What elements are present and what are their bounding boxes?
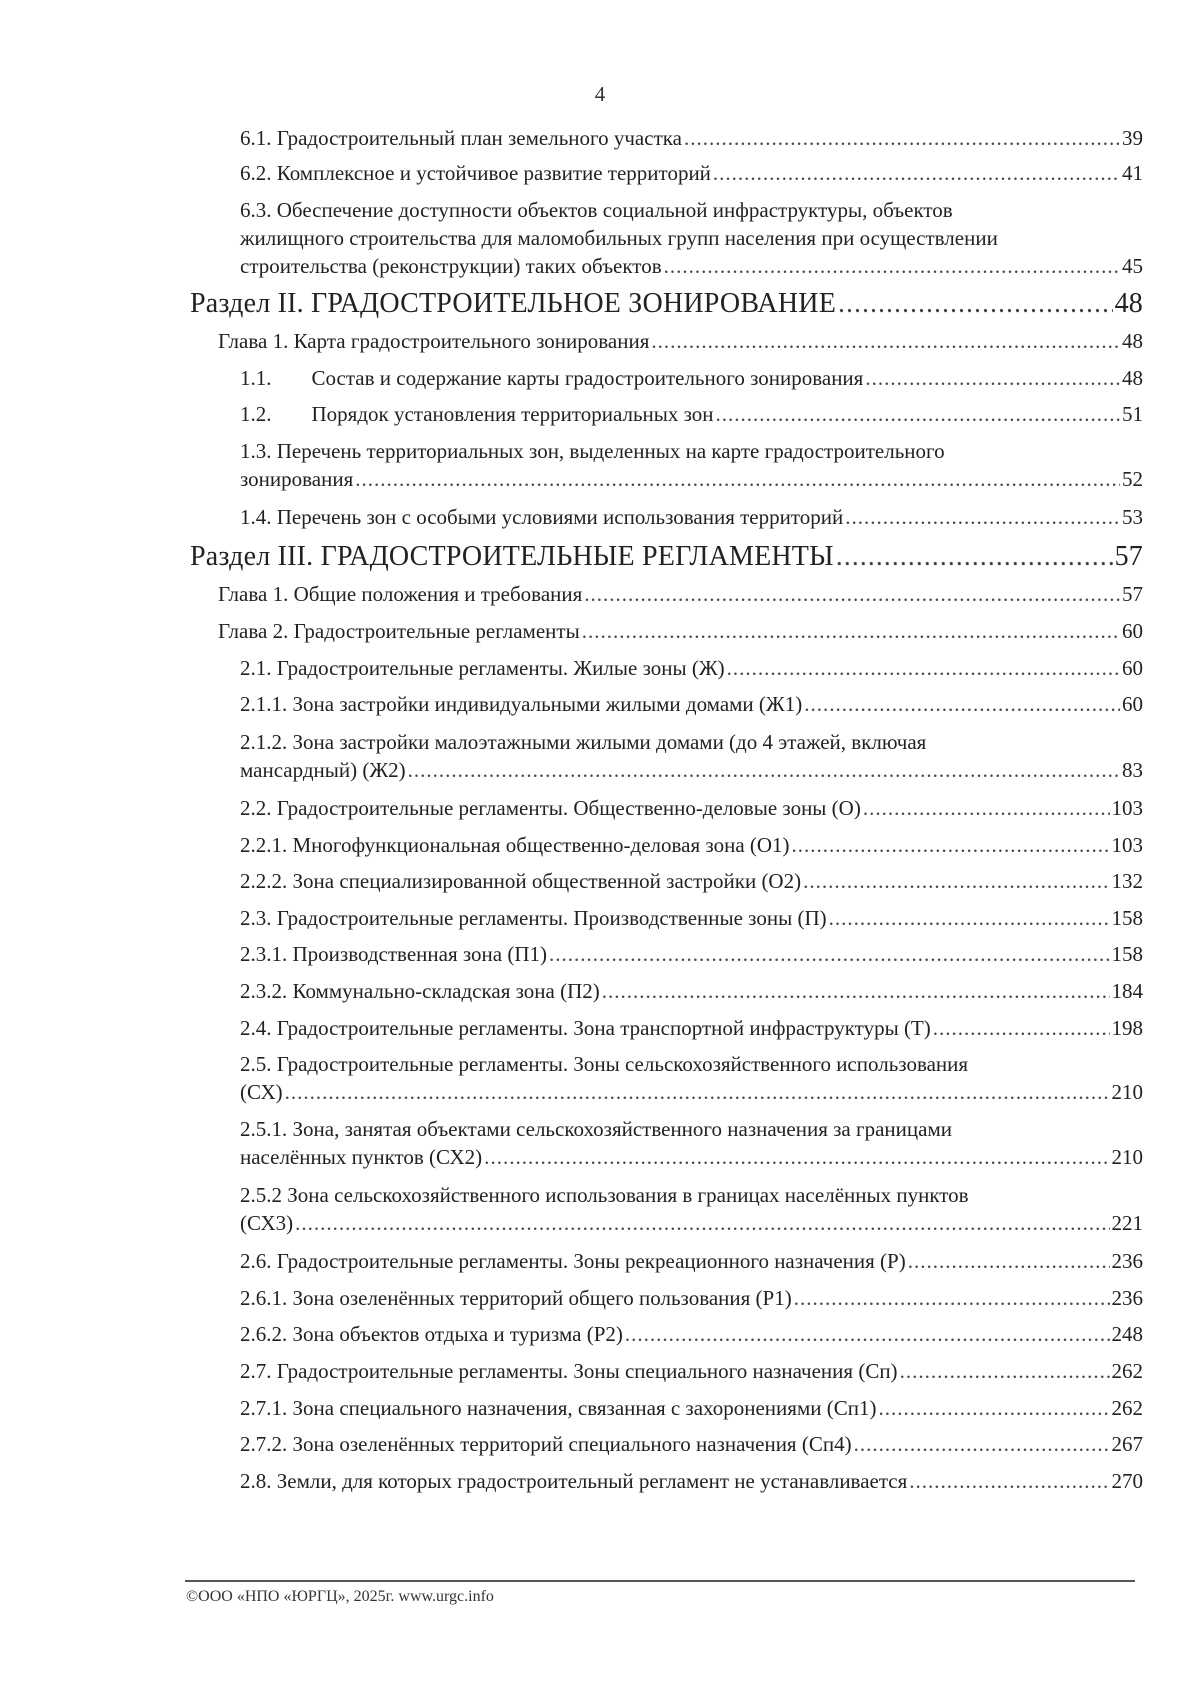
toc-page-number: 210 <box>1111 1145 1143 1169</box>
toc-entry-title: 2.6.1. Зона озеленённых территорий общего пользования (Р1) <box>240 1286 792 1310</box>
toc-entry <box>240 1115 1143 1171</box>
toc-page-number: 48 <box>1122 366 1143 390</box>
toc-entry-title: 1.4. Перечень зон с особыми условиями использования территорий <box>240 505 844 529</box>
toc-entry <box>240 977 1143 1005</box>
dot-leader <box>829 904 1110 932</box>
toc-entry-title: 2.3. Градостроительные регламенты. Производственные зоны (П) <box>240 906 827 930</box>
dot-leader <box>684 124 1120 152</box>
toc-entry-title: 2.4. Градостроительные регламенты. Зона транспортной инфраструктуры (Т) <box>240 1016 931 1040</box>
toc-entry-title: 2.3.1. Производственная зона (П1) <box>240 942 548 966</box>
dot-leader <box>792 831 1110 859</box>
toc-entry <box>240 1014 1143 1042</box>
toc-page-number: 132 <box>1111 869 1143 893</box>
toc-page-number: 53 <box>1122 505 1143 529</box>
dot-leader <box>584 580 1120 608</box>
toc-entry-text-line: 2.5.2 Зона сельскохозяйственного использования в границах населённых пунктов <box>240 1183 969 1207</box>
dot-leader <box>933 1014 1110 1042</box>
toc-entry-title: Порядок установления территориальных зон <box>311 402 714 426</box>
toc-entry <box>190 287 1143 321</box>
toc-entry-title: Глава 2. Градостроительные регламенты <box>218 619 580 643</box>
toc-page-number: 51 <box>1122 402 1143 426</box>
toc-entry <box>240 1430 1143 1458</box>
toc-entry-text-line: жилищного строительства для маломобильных групп населения при осуществлении <box>240 226 998 250</box>
toc-entry-title: Глава 1. Карта градостроительного зонирования <box>218 329 650 353</box>
toc-page-number: 221 <box>1111 1211 1143 1235</box>
toc-page-number: 158 <box>1111 906 1143 930</box>
toc-entry <box>240 1247 1143 1275</box>
toc-entry-title: 2.7. Градостроительные регламенты. Зоны специального назначения (Сп) <box>240 1359 898 1383</box>
toc-entry <box>240 904 1143 932</box>
dot-leader <box>865 364 1120 392</box>
dot-leader <box>549 940 1109 968</box>
dot-leader <box>355 465 1120 493</box>
dot-leader <box>664 252 1120 280</box>
toc-page-number: 60 <box>1122 692 1143 716</box>
toc-page-number: 103 <box>1111 796 1143 820</box>
toc-entry-title: 2.2.2. Зона специализированной общественной застройки (О2) <box>240 869 802 893</box>
toc-page-number: 184 <box>1111 979 1143 1003</box>
toc-page-number: 52 <box>1122 467 1143 491</box>
toc-entry-title: строительства (реконструкции) таких объектов <box>240 254 662 278</box>
toc-entry <box>218 327 1143 355</box>
toc-entry-title: 6.1. Градостроительный план земельного участка <box>240 126 682 150</box>
toc-entry <box>240 940 1143 968</box>
toc-page-number: 158 <box>1111 942 1143 966</box>
toc-entry-title: 2.1.1. Зона застройки индивидуальными жилыми домами (Ж1) <box>240 692 803 716</box>
toc-entry-title: зонирования <box>240 467 354 491</box>
dot-leader <box>908 1247 1110 1275</box>
toc-entry-text-line: 2.5. Градостроительные регламенты. Зоны сельскохозяйственного использования <box>240 1052 969 1076</box>
toc-entry <box>240 794 1143 822</box>
dot-leader <box>408 756 1120 784</box>
toc-entry <box>240 1357 1143 1385</box>
toc-entry <box>240 1181 1143 1237</box>
toc-entry-text-line: 6.3. Обеспечение доступности объектов социальной инфраструктуры, объектов <box>240 198 953 222</box>
toc-entry <box>240 1394 1143 1422</box>
dot-leader <box>794 1284 1110 1312</box>
dot-leader <box>285 1078 1110 1106</box>
toc-page-number: 39 <box>1122 126 1143 150</box>
toc-page-number: 41 <box>1122 161 1143 185</box>
toc-entry <box>240 654 1143 682</box>
toc-entry-title: Раздел III. ГРАДОСТРОИТЕЛЬНЫЕ РЕГЛАМЕНТЫ <box>190 541 834 572</box>
dot-leader <box>625 1320 1110 1348</box>
toc-entry <box>240 400 1143 428</box>
toc-entry-title: Раздел II. ГРАДОСТРОИТЕЛЬНОЕ ЗОНИРОВАНИЕ <box>190 288 836 319</box>
toc-entry-title: 2.6.2. Зона объектов отдыха и туризма (Р2) <box>240 1322 623 1346</box>
toc-entry <box>240 728 1143 784</box>
toc-entry <box>240 690 1143 718</box>
dot-leader <box>845 503 1120 531</box>
toc-page-number: 83 <box>1122 758 1143 782</box>
toc-page-number: 57 <box>1122 582 1143 606</box>
toc-page-number: 210 <box>1111 1080 1143 1104</box>
toc-entry <box>240 159 1143 187</box>
toc-entry <box>240 1467 1143 1495</box>
dot-leader <box>909 1467 1109 1495</box>
toc-entry <box>240 867 1143 895</box>
toc-page-number: 262 <box>1111 1359 1143 1383</box>
footer-copyright: ©ООО «НПО «ЮРГЦ», 2025г. www.urgc.info <box>186 1588 494 1605</box>
dot-leader <box>836 540 1113 574</box>
dot-leader <box>582 617 1120 645</box>
toc-entry <box>240 1284 1143 1312</box>
dot-leader <box>716 400 1120 428</box>
toc-page-number: 60 <box>1122 619 1143 643</box>
toc-entry <box>240 831 1143 859</box>
toc-entry <box>240 196 1143 280</box>
toc-page-number: 267 <box>1111 1432 1143 1456</box>
toc-page-number: 45 <box>1122 254 1143 278</box>
toc-entry-title: 2.6. Градостроительные регламенты. Зоны рекреационного назначения (Р) <box>240 1249 906 1273</box>
dot-leader <box>727 654 1120 682</box>
toc-page-number: 198 <box>1111 1016 1143 1040</box>
toc-entry-title: (СХ3) <box>240 1211 294 1235</box>
toc-page-number: 48 <box>1114 288 1143 319</box>
toc-entry-number: 1.2. <box>240 402 272 426</box>
toc-entry-text-line: 2.1.2. Зона застройки малоэтажными жилыми домами (до 4 этажей, включая <box>240 730 927 754</box>
toc-page-number: 60 <box>1122 656 1143 680</box>
toc-entry-text-line: 1.3. Перечень территориальных зон, выделенных на карте градостроительного <box>240 439 945 463</box>
dot-leader <box>713 159 1120 187</box>
toc-entry-title: 2.2. Градостроительные регламенты. Общественно-деловые зоны (О) <box>240 796 861 820</box>
toc-page-number: 236 <box>1111 1249 1143 1273</box>
dot-leader <box>804 690 1120 718</box>
dot-leader <box>863 794 1110 822</box>
toc-entry-title: 2.2.1. Многофункциональная общественно-деловая зона (О1) <box>240 833 790 857</box>
dot-leader <box>484 1143 1109 1171</box>
dot-leader <box>602 977 1110 1005</box>
toc-entry-title: 2.7.1. Зона специального назначения, связанная с захоронениями (Сп1) <box>240 1396 877 1420</box>
toc-page-number: 48 <box>1122 329 1143 353</box>
toc-entry-title: населённых пунктов (СХ2) <box>240 1145 483 1169</box>
toc-entry <box>218 580 1143 608</box>
dot-leader <box>295 1209 1109 1237</box>
dot-leader <box>854 1430 1110 1458</box>
toc-entry-title: Глава 1. Общие положения и требования <box>218 582 583 606</box>
toc-entry <box>190 540 1143 574</box>
toc-entry <box>240 124 1143 152</box>
toc-entry-title: Состав и содержание карты градостроительного зонирования <box>311 366 864 390</box>
toc-entry-title: 2.3.2. Коммунально-складская зона (П2) <box>240 979 600 1003</box>
toc-entry <box>240 437 1143 493</box>
dot-leader <box>900 1357 1110 1385</box>
toc-entry-title: (СХ) <box>240 1080 283 1104</box>
toc-page-number: 248 <box>1111 1322 1143 1346</box>
dot-leader <box>838 287 1113 321</box>
dot-leader <box>878 1394 1109 1422</box>
toc-page-number: 270 <box>1111 1469 1143 1493</box>
toc-entry <box>240 1050 1143 1106</box>
toc-entry <box>240 503 1143 531</box>
toc-page-number: 262 <box>1111 1396 1143 1420</box>
toc-entry <box>240 364 1143 392</box>
toc-entry-text-line: 2.5.1. Зона, занятая объектами сельскохозяйственного назначения за границами <box>240 1117 952 1141</box>
footer-divider <box>185 1580 1135 1582</box>
toc-entry-number: 1.1. <box>240 366 272 390</box>
toc-entry-title: 2.7.2. Зона озеленённых территорий специального назначения (Сп4) <box>240 1432 852 1456</box>
toc-page-number: 103 <box>1111 833 1143 857</box>
toc-page-number: 236 <box>1111 1286 1143 1310</box>
dot-leader <box>803 867 1109 895</box>
toc-entry-title: 2.8. Земли, для которых градостроительный регламент не устанавливается <box>240 1469 908 1493</box>
toc-entry <box>218 617 1143 645</box>
toc-entry <box>240 1320 1143 1348</box>
page-number: 4 <box>594 82 606 106</box>
toc-entry-title: 2.1. Градостроительные регламенты. Жилые зоны (Ж) <box>240 656 725 680</box>
toc-page-number: 57 <box>1114 541 1143 572</box>
toc-entry-title: мансардный) (Ж2) <box>240 758 406 782</box>
toc-entry-title: 6.2. Комплексное и устойчивое развитие территорий <box>240 161 711 185</box>
dot-leader <box>651 327 1120 355</box>
